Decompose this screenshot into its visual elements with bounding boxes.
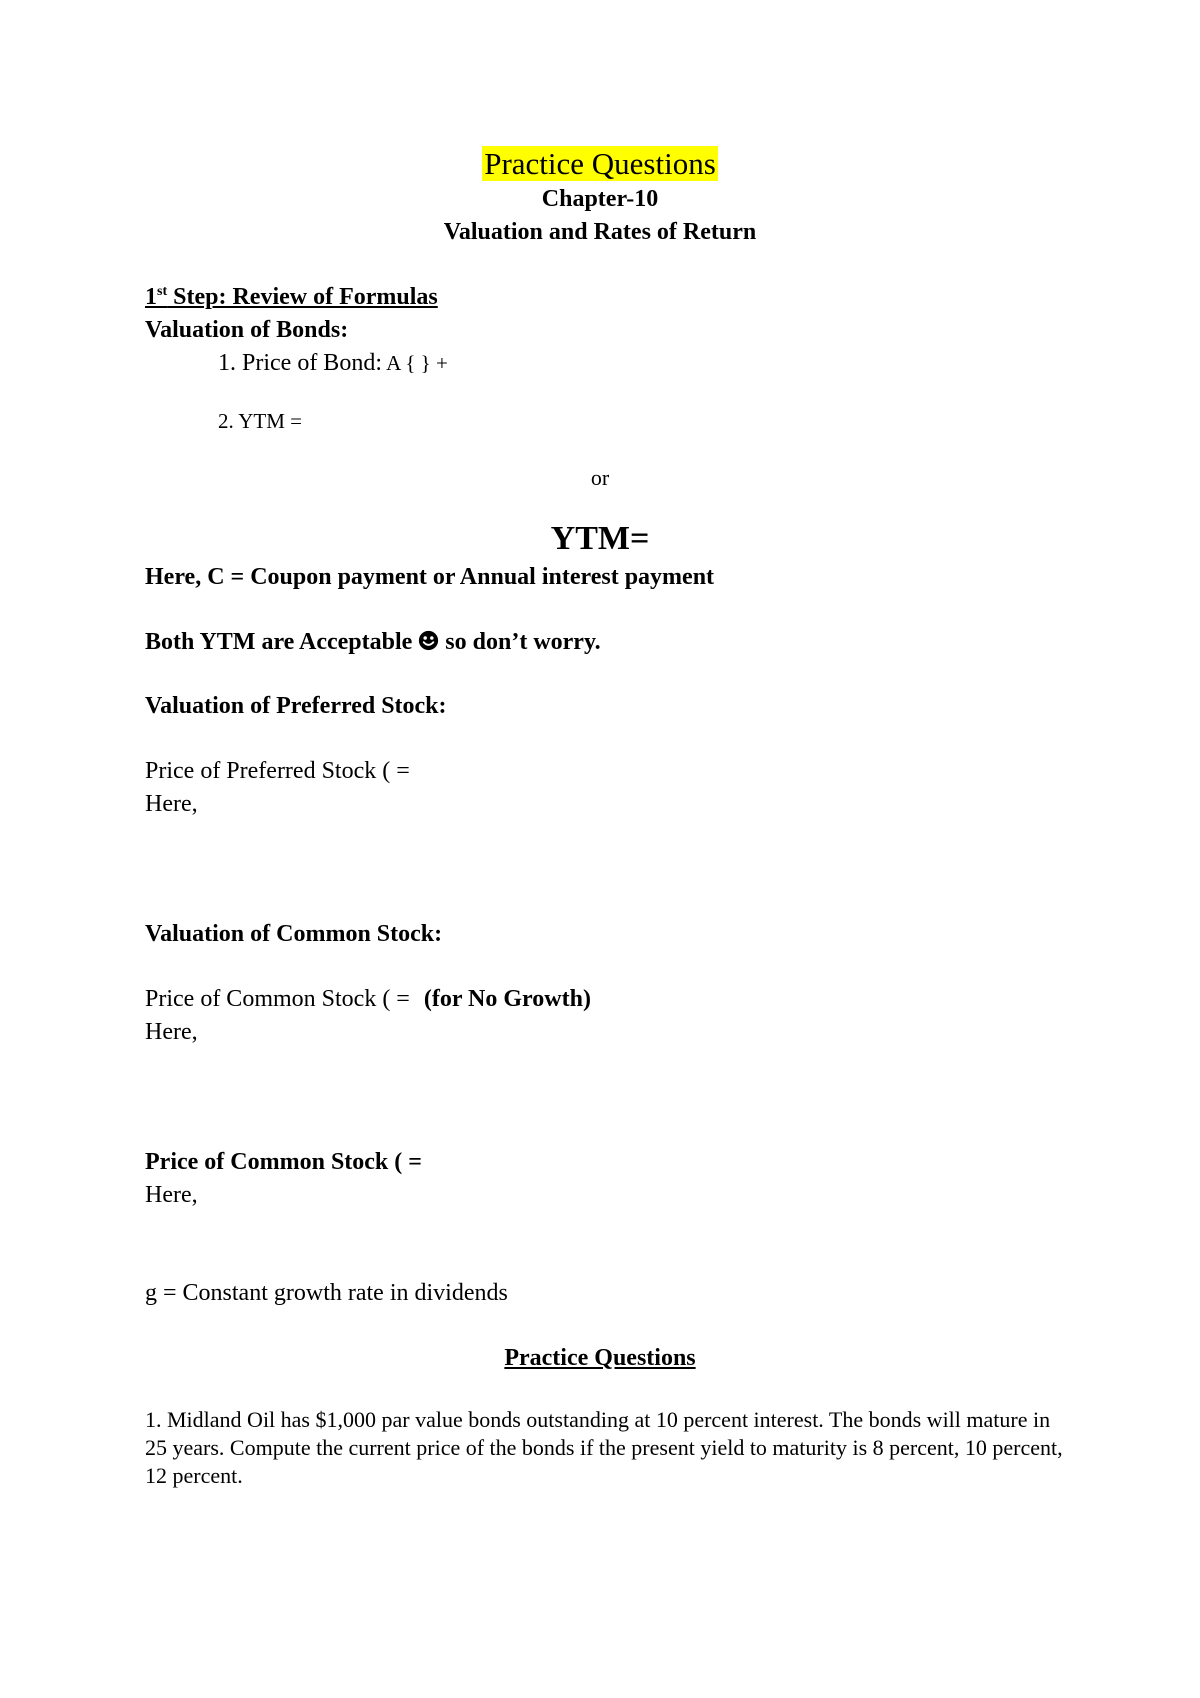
chapter-label: Chapter-10 bbox=[541, 186, 659, 212]
common-price-line bbox=[145, 986, 591, 1014]
step-heading bbox=[145, 284, 438, 312]
constant-growth-price-line: Price of Common Stock ( = bbox=[145, 1149, 422, 1175]
preferred-here: Here, bbox=[145, 791, 198, 817]
common-heading: Valuation of Common Stock: bbox=[145, 921, 443, 947]
no-growth-label: (for No Growth) bbox=[423, 986, 591, 1012]
acceptable-note bbox=[145, 629, 601, 657]
ytm-item: 2. YTM = bbox=[218, 409, 302, 433]
chapter-subtitle: Valuation and Rates of Return bbox=[443, 219, 757, 245]
preferred-price-line: Price of Preferred Stock ( = bbox=[145, 758, 410, 784]
bond-price-item bbox=[218, 350, 448, 378]
ytm-alternative-formula: YTM= bbox=[550, 520, 650, 557]
smiley-icon bbox=[418, 630, 439, 651]
bond-price-formula: A { } + bbox=[381, 351, 448, 375]
dont-worry-text: so don’t worry. bbox=[439, 629, 601, 655]
title-row bbox=[0, 146, 1200, 182]
bond-price-label: 1. Price of Bond: bbox=[218, 350, 382, 376]
growth-note: g = Constant growth rate in dividends bbox=[145, 1280, 508, 1306]
common-price-text: Price of Common Stock ( = bbox=[145, 986, 410, 1012]
practice-heading: Practice Questions bbox=[504, 1345, 696, 1371]
coupon-note: Here, C = Coupon payment or Annual interest payment bbox=[145, 564, 715, 590]
common-here: Here, bbox=[145, 1019, 198, 1045]
page-title: Practice Questions bbox=[484, 146, 716, 181]
preferred-heading: Valuation of Preferred Stock: bbox=[145, 693, 447, 719]
step-suffix: st bbox=[157, 284, 168, 299]
constant-growth-here: Here, bbox=[145, 1182, 198, 1208]
acceptable-text: Both YTM are Acceptable bbox=[145, 629, 419, 655]
bonds-heading: Valuation of Bonds: bbox=[145, 317, 349, 343]
or-separator: or bbox=[590, 465, 610, 490]
practice-question-1: 1. Midland Oil has $1,000 par value bonds outstanding at 10 percent interest. The bonds will mature in 25 years. Compute the current price of the bonds if the present yield to maturity is 8 percent, 10 percent, 12 percent. bbox=[145, 1407, 1063, 1488]
step-number: 1 bbox=[145, 284, 157, 310]
step-label: Step: Review of Formulas bbox=[167, 284, 438, 310]
